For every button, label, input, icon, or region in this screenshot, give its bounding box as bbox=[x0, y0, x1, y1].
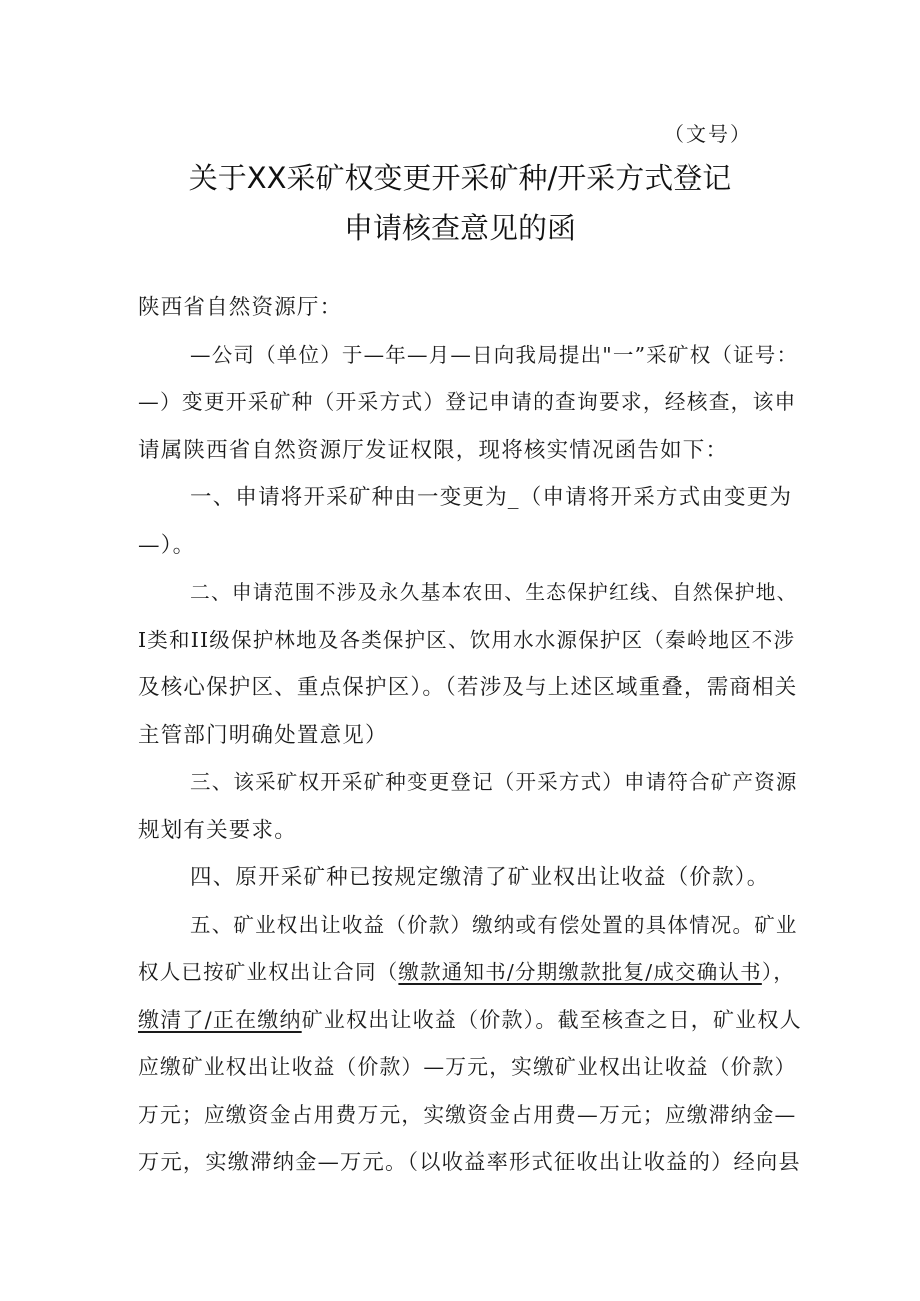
body-line bbox=[138, 759, 800, 807]
body-text: —）。 bbox=[138, 532, 196, 558]
underlined-text: 缴款通知书/分期缴款批复/成交确认书 bbox=[398, 960, 762, 984]
body-text: 规划有关要求。 bbox=[138, 817, 297, 843]
body-text: 三、该采矿权开采矿种变更登记（开采方式）申请符合矿产资源 bbox=[190, 770, 798, 794]
document-number: （文号） bbox=[664, 122, 752, 146]
title-line-2: 申请核查意见的函 bbox=[343, 211, 576, 245]
body-line bbox=[138, 522, 800, 570]
body-line bbox=[138, 664, 800, 712]
underlined-text: 缴清了/正在缴纳 bbox=[138, 1007, 302, 1032]
body-line bbox=[138, 807, 800, 855]
body-text: —公司（单位）于—年—月—日向我局提出"一”采矿权（证号： bbox=[190, 342, 799, 367]
body-text: 请属陕西省自然资源厅发证权限，现将核实情况函告如下： bbox=[138, 437, 729, 463]
body-text: ）， bbox=[761, 960, 795, 984]
body-line bbox=[138, 569, 800, 617]
body-line bbox=[138, 1139, 800, 1187]
body-line bbox=[138, 1092, 800, 1140]
body-text: 一、申请将开采矿种由一变更为_（申请将开采方式由变更为 bbox=[190, 485, 793, 510]
body-line bbox=[138, 1044, 800, 1092]
document-body bbox=[138, 284, 800, 1187]
body-line bbox=[138, 997, 800, 1045]
body-text: 五、矿业权出让收益（价款）缴纳或有偿处置的具体情况。矿业 bbox=[190, 912, 798, 937]
body-text: 万元；应缴资金占用费万元，实缴资金占用费—万元；应缴滞纳金— bbox=[138, 1102, 797, 1127]
body-text: I类和II级保护林地及各类保护区、饮用水水源保护区（秦岭地区不涉 bbox=[138, 627, 796, 652]
body-text: 四、原开采矿种已按规定缴清了矿业权出让收益（价款）。 bbox=[190, 865, 770, 890]
body-text: 矿业权出让收益（价款）。截至核查之日，矿业权人 bbox=[301, 1007, 802, 1032]
body-text: —）变更开采矿种（开采方式）登记申请的查询要求，经核查，该申 bbox=[138, 390, 797, 414]
body-line bbox=[138, 712, 800, 760]
body-text: 二、申请范围不涉及永久基本农田、生态保护红线、自然保护地、 bbox=[190, 581, 798, 604]
body-line bbox=[138, 474, 800, 522]
body-line bbox=[138, 284, 800, 332]
body-line bbox=[138, 949, 800, 997]
body-line bbox=[138, 332, 800, 380]
body-text: 及核心保护区、重点保护区）。（若涉及与上述区域重叠，需商相关 bbox=[138, 675, 798, 700]
body-text: 权人已按矿业权出让合同（ bbox=[138, 960, 399, 984]
body-line bbox=[138, 379, 800, 427]
body-text: 陕西省自然资源厅： bbox=[138, 295, 343, 320]
body-text: 主管部门明确处置意见） bbox=[138, 722, 388, 748]
title-line-1: 关于XX采矿权变更开采矿种/开采方式登记 bbox=[188, 161, 732, 195]
body-line bbox=[138, 902, 800, 950]
body-line bbox=[138, 617, 800, 665]
body-line bbox=[138, 427, 800, 475]
body-text: 应缴矿业权出让收益（价款）—万元，实缴矿业权出让收益（价款） bbox=[138, 1055, 797, 1079]
body-text: 万元，实缴滞纳金—万元。（以收益率形式征收出让收益的）经向县 bbox=[138, 1150, 801, 1175]
body-line bbox=[138, 854, 800, 902]
